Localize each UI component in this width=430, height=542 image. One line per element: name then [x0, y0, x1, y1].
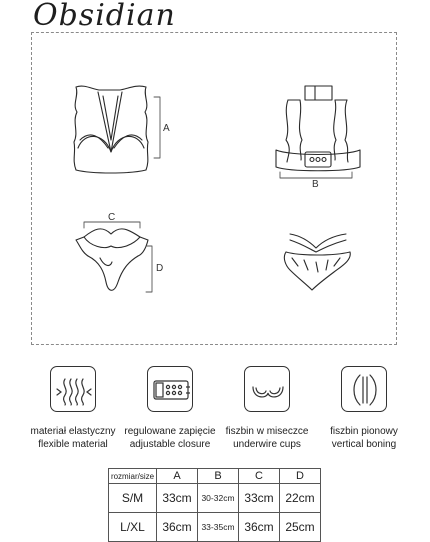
size-label: S/M — [109, 484, 157, 513]
feature-caption-boning — [309, 425, 419, 451]
feature-caption-closure — [115, 425, 225, 451]
brief-front-sketch — [76, 229, 148, 290]
feature-caption-elastic — [18, 425, 128, 451]
feature-label-pl: fiszbin pionowy — [330, 426, 398, 437]
feature-label-pl: regulowane zapięcie — [124, 426, 216, 437]
table-cell: 36cm — [239, 513, 280, 542]
table-cell: 30-32cm — [198, 484, 239, 513]
brief-back-sketch — [284, 234, 350, 290]
column-header-d: D — [280, 469, 321, 484]
brand-logo: Obsidian — [33, 0, 176, 33]
feature-label-en: vertical boning — [331, 439, 397, 450]
size-table — [108, 468, 321, 542]
dimension-label-c: C — [108, 212, 116, 223]
dimension-label-d: D — [156, 263, 164, 274]
elastic-material-icon — [50, 366, 96, 412]
dimension-label-b: B — [312, 179, 319, 190]
bra-back-sketch — [276, 86, 360, 171]
vertical-boning-icon — [341, 366, 387, 412]
table-cell: 33cm — [239, 484, 280, 513]
column-header-a: A — [157, 469, 198, 484]
size-table-corner: rozmiar/size — [109, 469, 157, 484]
adjustable-closure-icon — [147, 366, 193, 412]
size-label: L/XL — [109, 513, 157, 542]
table-cell: 33-35cm — [198, 513, 239, 542]
table-cell: 33cm — [157, 484, 198, 513]
dimension-label-a: A — [163, 123, 170, 134]
table-cell: 22cm — [280, 484, 321, 513]
size-table-header-row — [109, 469, 321, 484]
feature-label-en: underwire cups — [233, 439, 301, 450]
feature-caption-underwire — [212, 425, 322, 451]
table-cell: 36cm — [157, 513, 198, 542]
underwire-cups-icon — [244, 366, 290, 412]
bra-front-sketch — [74, 86, 148, 173]
column-header-c: C — [239, 469, 280, 484]
feature-label-en: flexible material — [38, 439, 108, 450]
feature-label-en: adjustable closure — [129, 439, 211, 450]
feature-label-pl: fiszbin w miseczce — [225, 426, 309, 437]
table-row — [109, 484, 321, 513]
table-cell: 25cm — [280, 513, 321, 542]
column-header-b: B — [198, 469, 239, 484]
table-row — [109, 513, 321, 542]
feature-label-pl: materiał elastyczny — [30, 426, 116, 437]
